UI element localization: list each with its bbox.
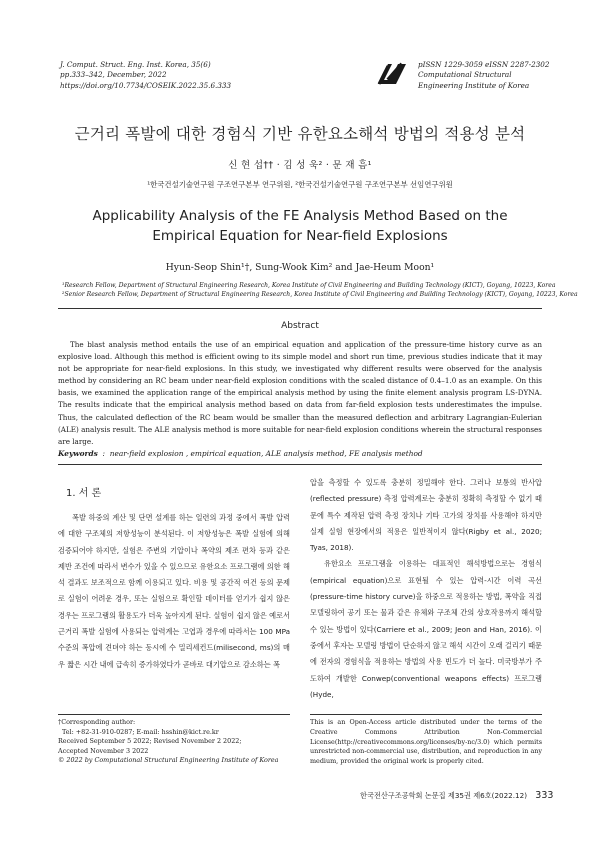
footnote-line: © 2022 by Computational Structural Engineering Institute of Korea [58,756,279,765]
body-column-left [58,510,290,673]
footnote-line: Accepted November 3 2022 [58,746,149,755]
publisher-line-1: Computational Structural [418,70,512,80]
license-rule [310,714,542,715]
paragraph: 유한요소 프로그램을 이용하는 대표적인 해석방법으로는 경험식(empirical equation)으로 표현될 수 있는 압력-시간 이력 곡선(pressure-time history curve)을 하중으로 적용하는 방법, 폭약을 직접 모델링하여 공기 또는 물과 같은 유체와 구조체 간의 상호작용까지 해석할 수 있는 방법이 있다(Carriere et al., 2009; Jeon and Han, 2016). 이중에서 후자는 모델링 방법이 단순하지 않고 해석 시간이 오래 걸리기 때문에 전자의 경험식을 적용하는 방법의 사용 빈도가 더 높다. 미국방부가 주도하여 개발한 Conwep(conventional weapons effects) 프로그램(Hyde, [310,559,542,699]
page-number: 333 [535,790,554,801]
english-affiliations [62,281,578,299]
section-title: 1. 서 론 [66,488,102,499]
body-column-right [310,475,542,703]
english-authors: Hyun-Seop Shin¹†, Sung-Wook Kim² and Jae-Heum Moon¹ [165,262,435,273]
abstract-heading: Abstract [281,321,319,331]
footnote-line: Tel: +82-31-910-0287; E-mail: hsshin@kict.re.kr [62,727,219,736]
cosek-logo-icon [376,60,408,86]
keywords-text: near-field explosion , empirical equation, ALE analysis method, FE analysis method [109,449,423,458]
issn: pISSN 1229-3059 eISSN 2287-2302 [418,60,550,69]
journal-name: J. Comput. Struct. Eng. Inst. Korea, 35(6) [60,60,211,69]
footnote-line: Received September 5 2022; Revised November 2 2022; [58,737,242,746]
abstract-text: The blast analysis method entails the use of an empirical equation and application of the pressure-time history curve as an explosive load. Although this method is efficient owing to its simple model and short run time, previous studies indicate that it may not be appropriate for near-field explosions. In this study, we investigated why different results were observed for the analysis method by considering an RC beam under near-field explosion conditions with the scaled distance of 0.4–1.0 as an example. On this basis, we examined the application range of the empirical analysis method by using the finite element analysis program LS-DYNA. The results indicate that the empirical analysis method based on data from far-field explosion tests underestimates the impulse. Thus, the calculated deflection of the RC beam would be smaller than the measured deflection and arbitrary Lagrangian-Eulerian (ALE) analysis result. The ALE analysis method is more suitable for near-field explosion conditions wherein the structural responses are large. [58,340,542,446]
keywords-label: Keywords [58,449,98,458]
korean-authors: 신 현 섭†† · 김 성 욱² · 문 재 흠¹ [228,160,372,171]
abstract-bottom-rule [58,464,542,465]
keywords [58,449,542,458]
english-title-line-1: Applicability Analysis of the FE Analysis Method Based on the [92,208,508,224]
english-title-line-2: Empirical Equation for Near-field Explosions [152,228,448,244]
paragraph: 압을 측정할 수 있도록 충분히 정밀해야 한다. 그러나 보통의 반사압(reflected pressure) 측정 압력계로는 충분히 정확히 측정할 수 없기 때문에 특수 제작된 압력 측정 장치나 기타 고가의 장치를 사용해야 하지만 실제 실험 현장에서의 적용은 일반적이지 않다(Rigby et al., 2020; Tyas, 2018). [310,478,542,553]
paragraph: 폭발 하중의 계산 및 단면 설계를 하는 일련의 과정 중에서 폭발 압력에 대한 구조체의 저항성능이 분석된다. 이 저항성능은 폭발 실험에 의해 검증되어야 하지만, 실험은 주변의 기압이나 폭약의 제조 편차 등과 같은 제반 조건에 따라서 변수가 있을 수 있으므로 유한요소 프로그램에 의한 해석 결과도 보조적으로 함께 이용되고 있다. 비용 및 공간적 여건 등의 문제로 실험이 어려운 경우, 또는 실험으로 확인할 데이터를 얻기가 쉽지 않은 경우는 프로그램의 활용도가 더욱 높아지게 된다. 실험이 쉽지 않은 예로서 근거리 폭발 실험에 사용되는 압력계는 고엽과 경우에 따라서는 100 MPa 수준의 폭압에 견뎌야 하는 동시에 수 밀리세컨드(milisecond, ms)의 매우 짧은 시간 내에 급속히 증가하였다가 곧바로 대기압으로 감소하는 폭 [58,513,290,669]
keywords-separator: : [100,449,108,458]
page-footer [360,790,553,801]
affiliation-2: ²Senior Research Fellow, Department of Structural Engineering Research, Korea Institute of Civil Engineering and Building Technology (KICT), Goyang, 10223, Korea [62,291,578,298]
abstract-top-rule [58,308,542,309]
footnote-line: †Corresponding author: [58,718,136,726]
korean-affiliations: ¹한국건설기술연구원 구조연구본부 연구위원, ²한국건설기술연구원 구조연구본부 선임연구위원 [147,180,453,189]
corresponding-author-footnote [58,718,278,766]
doi-link[interactable]: https://doi.org/10.7734/COSEIK.2022.35.6.333 [60,80,232,90]
english-title [40,206,560,246]
journal-pages: pp.333–342, December, 2022 [60,70,167,80]
publisher-info [418,60,549,91]
korean-title: 근거리 폭발에 대한 경험식 기반 유한요소해석 방법의 적용성 분석 [74,125,526,143]
footnote-rule [58,714,290,715]
footer-journal: 한국전산구조공학회 논문집 제35권 제6호(2022.12) [360,791,527,800]
journal-citation [60,60,231,91]
license-text: This is an Open-Access article distributed under the terms of the Creative Commons Attribution Non-Commercial License(http://creativecommons.org/licenses/by-nc/3.0) which permits unrestricted non-commercial use, distribution, and reproduction in any medium, provided the original work is properly cited. [310,718,542,766]
publisher-line-2: Engineering Institute of Korea [418,80,530,90]
affiliation-1: ¹Research Fellow, Department of Structural Engineering Research, Korea Institute of Civil Engineering and Building Technology (KICT), Goyang, 10223, Korea [62,282,556,289]
